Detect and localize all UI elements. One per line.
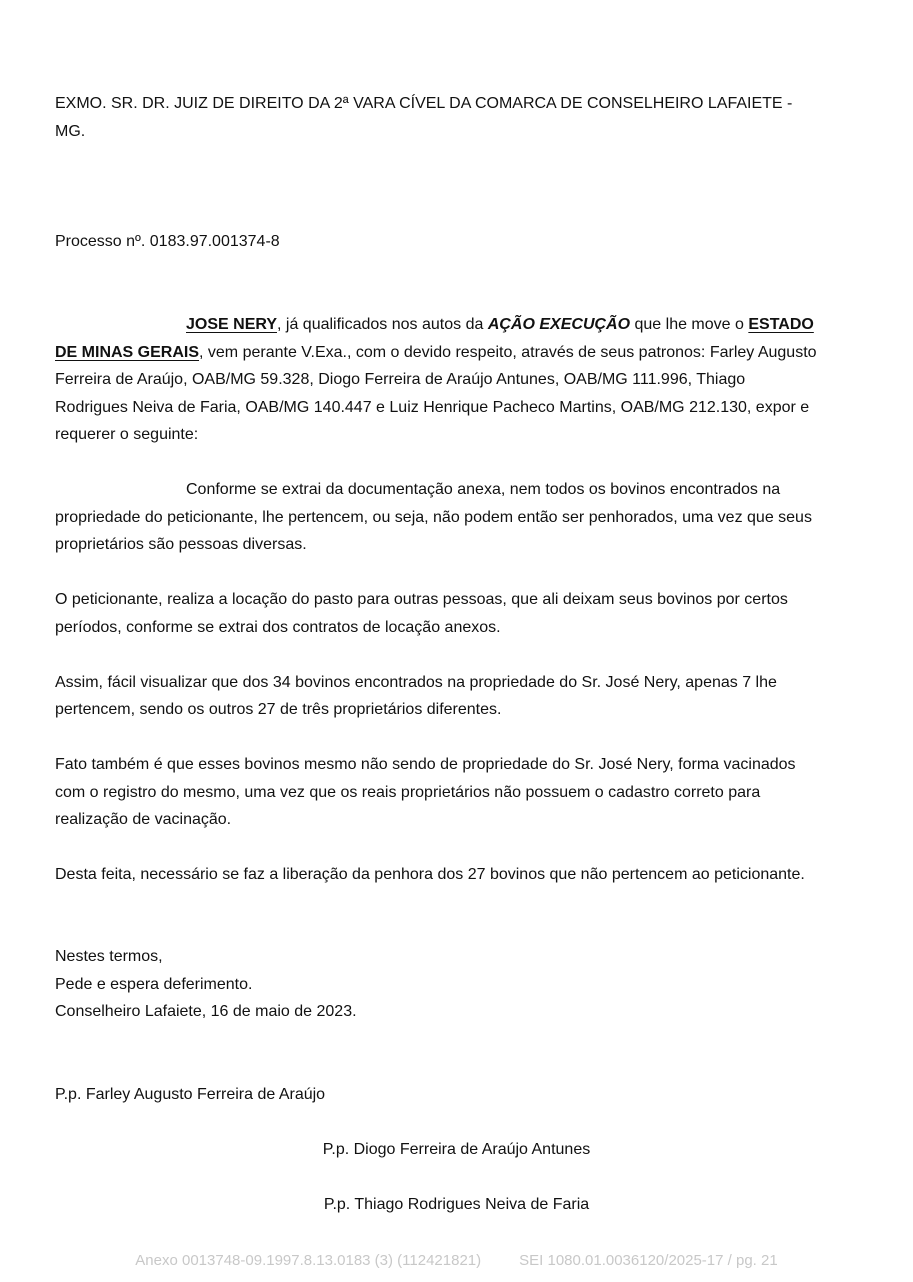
- closing-place-date: Conselheiro Lafaiete, 16 de maio de 2023.: [55, 1003, 357, 1020]
- paragraph-1-line-1: Conforme se extrai da documentação anexa, nem todos os bovinos encontrados na: [186, 481, 781, 498]
- closing-terms: Nestes termos,: [55, 948, 163, 965]
- intro-text-a: , já qualificados nos autos da: [277, 316, 488, 333]
- opponent-name-part2: DE MINAS GERAIS: [55, 344, 200, 361]
- paragraph-3-line-1: Assim, fácil visualizar que dos 34 bovinos encontrados na propriedade do Sr. José Nery, apenas 7 lhe: [55, 674, 777, 691]
- intro-line-2: [55, 343, 817, 363]
- intro-line-5: requerer o seguinte:: [55, 426, 199, 443]
- action-name: AÇÃO EXECUÇÃO: [487, 316, 631, 333]
- paragraph-4-line-2: com o registro do mesmo, uma vez que os reais proprietários não possuem o cadastro correto para: [55, 784, 761, 801]
- party-name: JOSE NERY: [186, 316, 277, 333]
- intro-line-3: Ferreira de Araújo, OAB/MG 59.328, Diogo Ferreira de Araújo Antunes, OAB/MG 111.996, Thiago: [55, 371, 746, 388]
- process-number: Processo nº. 0183.97.001374-8: [55, 233, 280, 250]
- intro-line-1: [55, 315, 814, 335]
- paragraph-2-line-2: períodos, conforme se extrai dos contratos de locação anexos.: [55, 619, 501, 636]
- paragraph-4-line-3: realização de vacinação.: [55, 811, 232, 828]
- paragraph-1-line-2: propriedade do peticionante, lhe pertencem, ou seja, não podem então ser penhorados, uma vez que seus: [55, 509, 812, 526]
- paragraph-1-line-3: proprietários são pessoas diversas.: [55, 536, 307, 553]
- paragraph-4-line-1: Fato também é que esses bovinos mesmo não sendo de propriedade do Sr. José Nery, forma vacinados: [55, 756, 796, 773]
- signature-thiago: P.p. Thiago Rodrigues Neiva de Faria: [323, 1196, 590, 1213]
- court-header-line-2: MG.: [55, 123, 86, 140]
- intro-text-c: , vem perante V.Exa., com o devido respeito, através de seus patronos: Farley Augusto: [199, 344, 817, 361]
- footer-annex-reference: Anexo 0013748-09.1997.8.13.0183 (3) (112421821): [135, 1252, 482, 1269]
- page-footer: [0, 1251, 913, 1271]
- opponent-name-part1: ESTADO: [748, 316, 814, 333]
- paragraph-5-line-1: Desta feita, necessário se faz a liberação da penhora dos 27 bovinos que não pertencem ao peticionante.: [55, 866, 805, 883]
- signature-diogo: P.p. Diogo Ferreira de Araújo Antunes: [322, 1141, 591, 1158]
- intro-text-b: que lhe move o: [630, 316, 749, 333]
- signature-farley: P.p. Farley Augusto Ferreira de Araújo: [55, 1086, 326, 1103]
- paragraph-2-line-1: O peticionante, realiza a locação do pasto para outras pessoas, que ali deixam seus bovinos por certos: [55, 591, 788, 608]
- intro-line-4: Rodrigues Neiva de Faria, OAB/MG 140.447 e Luiz Henrique Pacheco Martins, OAB/MG 212.130, expor e: [55, 399, 810, 416]
- footer-sei-reference: SEI 1080.01.0036120/2025-17 / pg. 21: [519, 1252, 778, 1269]
- closing-request: Pede e espera deferimento.: [55, 976, 253, 993]
- court-header-line-1: EXMO. SR. DR. JUIZ DE DIREITO DA 2ª VARA CÍVEL DA COMARCA DE CONSELHEIRO LAFAIETE -: [55, 95, 793, 112]
- paragraph-3-line-2: pertencem, sendo os outros 27 de três proprietários diferentes.: [55, 701, 502, 718]
